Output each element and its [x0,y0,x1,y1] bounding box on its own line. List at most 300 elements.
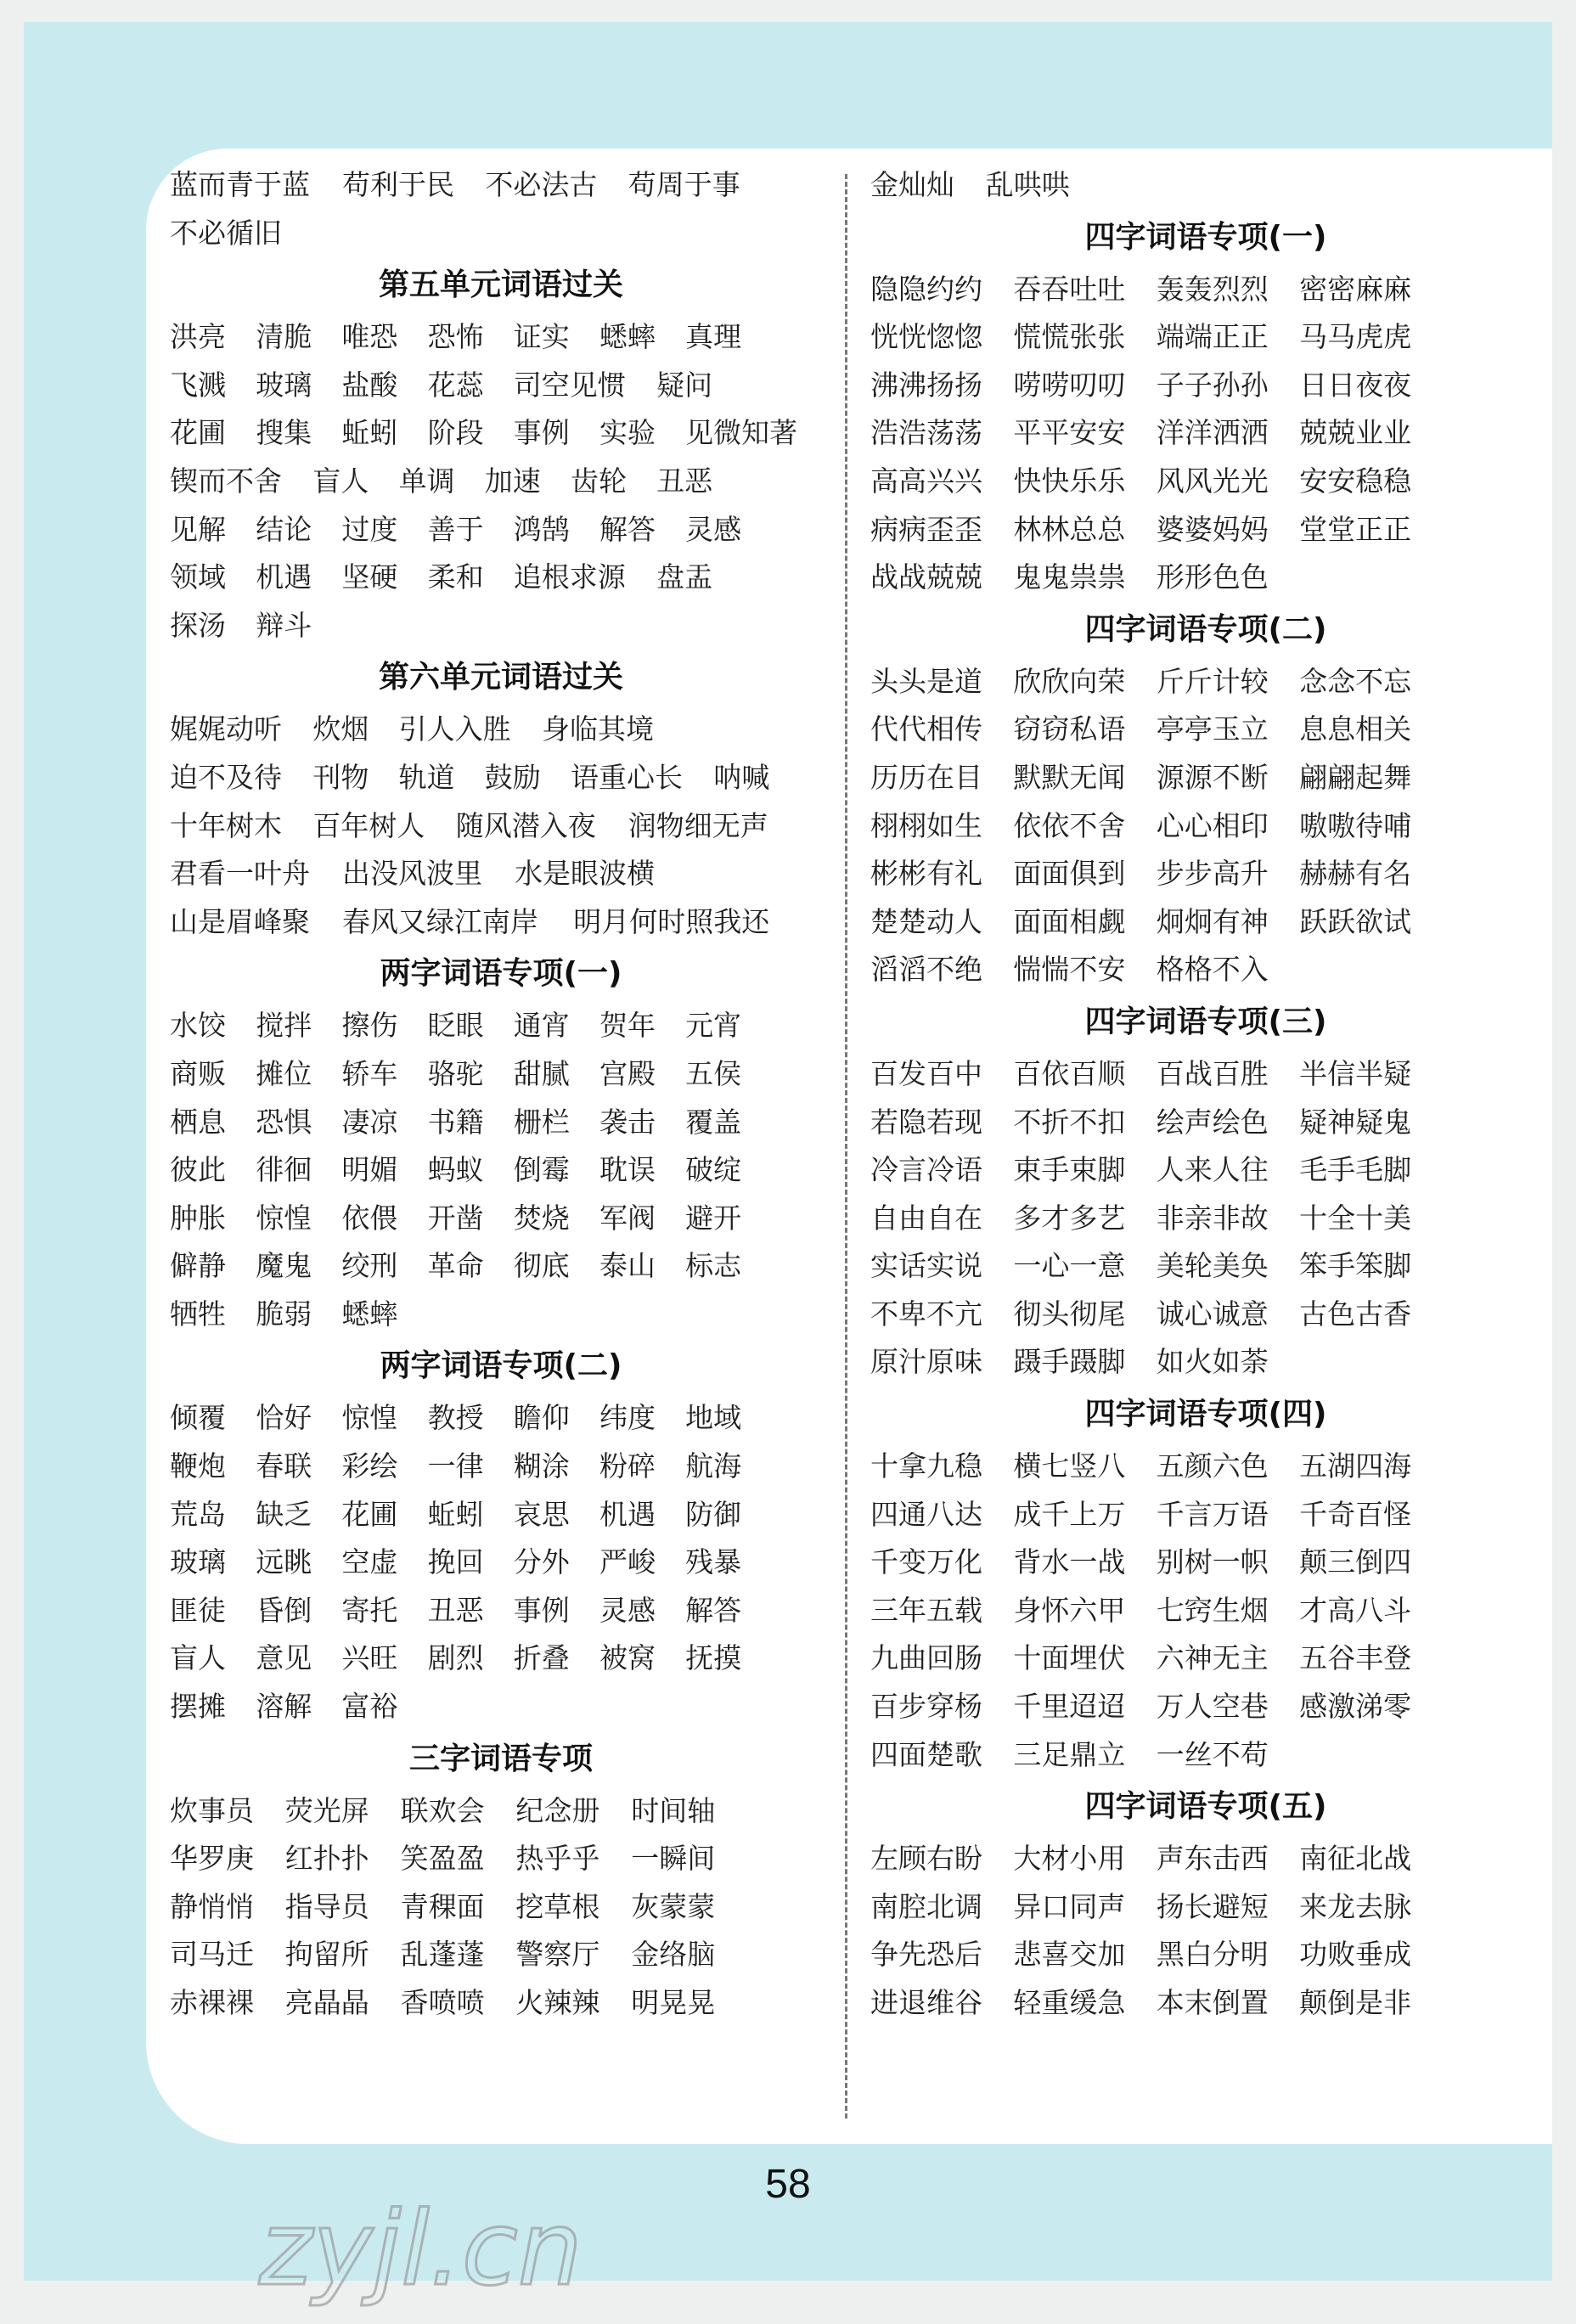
vocabulary-word: 才高八斗 [1299,1593,1412,1627]
word-row [170,362,832,410]
word-row [870,1491,1541,1539]
left-column [170,161,832,2028]
vocabulary-word: 娓娓动听 [170,712,282,746]
word-row [170,1050,832,1099]
vocabulary-word: 炯炯有神 [1156,904,1269,938]
vocabulary-word: 鸿鹄 [513,512,570,546]
word-row [870,161,1541,210]
vocabulary-word: 如火如荼 [1156,1345,1269,1379]
vocabulary-word: 马马虎虎 [1299,320,1412,354]
word-row [870,1443,1541,1491]
vocabulary-word: 焚烧 [513,1201,570,1235]
vocabulary-word: 防御 [685,1497,742,1531]
section-heading: 四字词语专项(五) [1084,1789,1327,1825]
vocabulary-word: 苟利于民 [342,168,454,201]
vocabulary-word: 声东击西 [1156,1842,1269,1876]
vocabulary-word: 玻璃 [256,368,312,402]
vocabulary-word: 形形色色 [1156,560,1269,594]
vocabulary-word: 鞭炮 [170,1449,226,1483]
vocabulary-word: 彻底 [513,1249,570,1283]
vocabulary-word: 挽回 [427,1545,484,1579]
vocabulary-word: 红扑扑 [284,1842,369,1876]
vocabulary-word: 来龙去脉 [1299,1889,1412,1923]
vocabulary-word: 五侯 [685,1056,742,1090]
vocabulary-word: 糊涂 [513,1449,570,1483]
vocabulary-word: 平平安安 [1013,416,1126,450]
vocabulary-word: 非亲非故 [1156,1201,1269,1235]
vocabulary-word: 不必循旧 [170,216,282,250]
svg-text:zyjl.cn: zyjl.cn [259,2191,583,2309]
vocabulary-word: 别树一帜 [1156,1545,1269,1579]
section-heading: 三字词语专项 [408,1741,593,1776]
vocabulary-word: 迫不及待 [170,760,282,794]
word-row [870,1338,1541,1387]
vocabulary-word: 赫赫有名 [1299,857,1412,891]
vocabulary-word: 静悄悄 [170,1889,254,1923]
vocabulary-word: 书籍 [427,1105,484,1139]
vocabulary-word: 牺牲 [170,1297,226,1331]
vocabulary-word: 水是眼波横 [515,857,655,891]
vocabulary-word: 润物细无声 [628,808,768,842]
vocabulary-word: 缺乏 [256,1497,312,1531]
vocabulary-word: 金络脑 [631,1938,716,1972]
vocabulary-word: 密密麻麻 [1299,272,1412,306]
vocabulary-word: 亭亭玉立 [1156,712,1269,746]
vocabulary-word: 多才多艺 [1013,1201,1126,1235]
vocabulary-word: 安安稳稳 [1299,464,1412,498]
vocabulary-word: 明晃晃 [631,1986,716,2019]
vocabulary-word: 锲而不舍 [170,464,282,498]
vocabulary-word: 事例 [513,1593,570,1627]
vocabulary-word: 追根求源 [513,560,626,594]
vocabulary-word: 束手束脚 [1013,1153,1126,1187]
vocabulary-word: 风风光光 [1156,464,1269,498]
vocabulary-word: 倒霉 [513,1153,570,1187]
vocabulary-word: 刊物 [312,760,369,794]
vocabulary-word: 恐怖 [427,320,484,354]
vocabulary-word: 标志 [685,1249,742,1283]
vocabulary-word: 轻重缓急 [1013,1986,1126,2019]
vocabulary-word: 花圃 [341,1497,398,1531]
vocabulary-word: 单调 [398,464,455,498]
vocabulary-word: 颠三倒四 [1299,1545,1412,1579]
word-row [870,266,1541,314]
vocabulary-word: 横七竖八 [1013,1449,1126,1483]
vocabulary-word: 惊惶 [256,1201,312,1235]
vocabulary-word: 楚楚动人 [870,904,982,938]
vocabulary-word: 地域 [685,1401,742,1435]
vocabulary-word: 袭击 [599,1105,656,1139]
vocabulary-word: 慌慌张张 [1013,320,1126,354]
word-row [170,1099,832,1147]
vocabulary-word: 警察厅 [515,1938,600,1972]
vocabulary-word: 进退维谷 [870,1986,982,2019]
word-row [170,1443,832,1491]
vocabulary-word: 清脆 [256,320,312,354]
word-row [170,1242,832,1291]
vocabulary-word: 炊烟 [312,712,369,746]
vocabulary-word: 搜集 [256,416,312,450]
word-row [870,946,1541,994]
word-row [870,1587,1541,1635]
vocabulary-word: 冷言冷语 [870,1153,982,1187]
section-heading: 第五单元词语过关 [378,267,623,303]
vocabulary-word: 蟋蟀 [599,320,656,354]
vocabulary-word: 唯恐 [341,320,398,354]
vocabulary-word: 证实 [513,320,570,354]
vocabulary-word: 十年树木 [170,808,282,842]
word-row [170,1195,832,1243]
vocabulary-word: 日日夜夜 [1299,368,1412,402]
vocabulary-word: 盲人 [170,1641,226,1675]
vocabulary-word: 翩翩起舞 [1299,760,1412,794]
vocabulary-word: 实验 [599,416,656,450]
vocabulary-word: 半信半疑 [1299,1056,1412,1090]
vocabulary-word: 亮晶晶 [284,1986,369,2019]
vocabulary-word: 百年树人 [312,808,425,842]
word-row [870,1683,1541,1731]
vocabulary-word: 十全十美 [1299,1201,1412,1235]
vocabulary-word: 面面相觑 [1013,904,1126,938]
vocabulary-word: 元宵 [685,1009,742,1043]
vocabulary-word: 炊事员 [170,1793,254,1827]
vocabulary-word: 丑恶 [656,464,713,498]
vocabulary-word: 九曲回肠 [870,1641,982,1675]
word-row [170,754,832,802]
vocabulary-word: 人来人往 [1156,1153,1269,1187]
vocabulary-word: 心心相印 [1156,808,1269,842]
vocabulary-word: 语重心长 [570,760,683,794]
vocabulary-word: 乱哄哄 [985,168,1070,201]
vocabulary-word: 笨手笨脚 [1299,1249,1412,1283]
vocabulary-word: 出没风波里 [342,857,482,891]
vocabulary-word: 魔鬼 [256,1249,312,1283]
vocabulary-word: 粉碎 [599,1449,656,1483]
vocabulary-word: 堂堂正正 [1299,512,1412,546]
vocabulary-word: 轿车 [341,1056,398,1090]
vocabulary-word: 一心一意 [1013,1249,1126,1283]
vocabulary-word: 异口同声 [1013,1889,1126,1923]
vocabulary-word: 古色古香 [1299,1297,1412,1331]
word-row [870,802,1541,851]
vocabulary-word: 嗷嗷待哺 [1299,808,1412,842]
vocabulary-word: 颠倒是非 [1299,1986,1412,2019]
vocabulary-word: 阶段 [427,416,484,450]
vocabulary-word: 司空见惯 [513,368,626,402]
word-row [870,754,1541,802]
vocabulary-word: 溶解 [256,1690,312,1724]
vocabulary-word: 耽误 [599,1153,656,1187]
vocabulary-word: 荧光屏 [284,1793,369,1827]
vocabulary-word: 万人空巷 [1156,1690,1269,1724]
vocabulary-word: 彼此 [170,1153,226,1187]
vocabulary-word: 丑恶 [427,1593,484,1627]
vocabulary-word: 春风又绿江南岸 [342,904,538,938]
section-heading: 四字词语专项(四) [1084,1397,1327,1432]
word-row [170,1491,832,1539]
section-heading: 第六单元词语过关 [378,660,623,695]
vocabulary-word: 意见 [256,1641,312,1675]
vocabulary-word: 擦伤 [341,1009,398,1043]
vocabulary-word: 疑神疑鬼 [1299,1105,1412,1139]
vocabulary-word: 功败垂成 [1299,1938,1412,1972]
vocabulary-word: 热乎乎 [515,1842,600,1876]
vocabulary-word: 昏倒 [256,1593,312,1627]
vocabulary-word: 本末倒置 [1156,1986,1269,2019]
vocabulary-word: 美轮美奂 [1156,1249,1269,1283]
vocabulary-word: 吞吞吐吐 [1013,272,1126,306]
vocabulary-word: 蟋蟀 [341,1297,398,1331]
vocabulary-word: 不卑不亢 [870,1297,982,1331]
vocabulary-word: 源源不断 [1156,760,1269,794]
vocabulary-word: 息息相关 [1299,712,1412,746]
vocabulary-word: 格格不入 [1156,953,1269,987]
word-row [170,458,832,506]
vocabulary-word: 六神无主 [1156,1641,1269,1675]
vocabulary-word: 灰蒙蒙 [631,1889,716,1923]
vocabulary-word: 鼓励 [484,760,541,794]
word-row [170,1635,832,1683]
vocabulary-word: 南腔北调 [870,1889,982,1923]
word-row [170,1683,832,1731]
vocabulary-word: 默默无闻 [1013,760,1126,794]
vocabulary-word: 破绽 [685,1153,742,1187]
vocabulary-word: 依依不舍 [1013,808,1126,842]
vocabulary-word: 鬼鬼祟祟 [1013,560,1126,594]
vocabulary-word: 毛手毛脚 [1299,1153,1412,1187]
vocabulary-word: 千言万语 [1156,1497,1269,1531]
vocabulary-word: 善于 [427,512,484,546]
vocabulary-word: 剧烈 [427,1641,484,1675]
vocabulary-word: 灵感 [599,1593,656,1627]
vocabulary-word: 林林总总 [1013,512,1126,546]
vocabulary-word: 甜腻 [513,1056,570,1090]
vocabulary-word: 齿轮 [570,464,627,498]
word-row [170,313,832,362]
vocabulary-word: 见解 [170,512,226,546]
vocabulary-word: 百步穿杨 [870,1690,982,1724]
vocabulary-word: 不折不扣 [1013,1105,1126,1139]
vocabulary-word: 解答 [685,1593,742,1627]
word-row [170,506,832,554]
vocabulary-word: 栖息 [170,1105,226,1139]
vocabulary-word: 凄凉 [341,1105,398,1139]
vocabulary-word: 身临其境 [541,712,654,746]
vocabulary-word: 感激涕零 [1299,1690,1412,1724]
vocabulary-word: 头头是道 [870,664,982,698]
vocabulary-word: 扬长避短 [1156,1889,1269,1923]
vocabulary-word: 革命 [427,1249,484,1283]
vocabulary-word: 远眺 [256,1545,312,1579]
vocabulary-word: 蚯蚓 [427,1497,484,1531]
vocabulary-word: 轰轰烈烈 [1156,272,1269,306]
vocabulary-word: 宫殿 [599,1056,656,1090]
vocabulary-word: 千里迢迢 [1013,1690,1126,1724]
vocabulary-word: 百发百中 [870,1056,982,1090]
vocabulary-word: 见微知著 [685,416,798,450]
vocabulary-word: 盐酸 [341,368,398,402]
vocabulary-word: 蚯蚓 [341,416,398,450]
vocabulary-word: 窃窃私语 [1013,712,1126,746]
vocabulary-word: 纬度 [599,1401,656,1435]
word-row [170,554,832,602]
vocabulary-word: 五颜六色 [1156,1449,1269,1483]
vocabulary-word: 彻头彻尾 [1013,1297,1126,1331]
vocabulary-word: 解答 [599,512,656,546]
vocabulary-word: 严峻 [599,1545,656,1579]
vocabulary-word: 时间轴 [631,1793,716,1827]
vocabulary-word: 若隐若现 [870,1105,982,1139]
vocabulary-word: 四通八达 [870,1497,982,1531]
vocabulary-word: 联欢会 [400,1793,485,1827]
word-row [170,1883,832,1932]
vocabulary-word: 避开 [685,1201,742,1235]
vocabulary-word: 机遇 [256,560,312,594]
vocabulary-word: 蓝而青于蓝 [170,168,310,201]
word-row [870,1931,1541,1979]
word-row [170,602,832,650]
vocabulary-word: 覆盖 [685,1105,742,1139]
word-row [870,313,1541,362]
vocabulary-word: 病病歪歪 [870,512,982,546]
word-row [870,554,1541,602]
vocabulary-word: 争先恐后 [870,1938,982,1972]
section-heading: 两字词语专项(一) [380,956,622,992]
watermark-logo [250,2186,641,2314]
vocabulary-word: 结论 [256,512,312,546]
word-row [870,898,1541,947]
vocabulary-word: 挖草根 [515,1889,600,1923]
vocabulary-word: 兴旺 [341,1641,398,1675]
vocabulary-word: 花蕊 [427,368,484,402]
vocabulary-word: 花圃 [170,416,226,450]
vocabulary-word: 端端正正 [1156,320,1269,354]
word-row [870,1635,1541,1683]
word-row [870,850,1541,898]
vocabulary-word: 军阀 [599,1201,656,1235]
vocabulary-word: 洋洋洒洒 [1156,416,1269,450]
right-column [870,161,1541,2028]
word-row [870,1050,1541,1099]
vocabulary-word: 抚摸 [685,1641,742,1675]
vocabulary-word: 寄托 [341,1593,398,1627]
vocabulary-word: 拘留所 [284,1938,369,1972]
word-row [870,1099,1541,1147]
vocabulary-word: 贺年 [599,1009,656,1043]
vocabulary-word: 步步高升 [1156,857,1269,891]
vocabulary-word: 依偎 [341,1201,398,1235]
vocabulary-word: 呐喊 [713,760,770,794]
vocabulary-word: 洪亮 [170,320,226,354]
vocabulary-word: 栩栩如生 [870,808,982,842]
vocabulary-word: 快快乐乐 [1013,464,1126,498]
word-row [170,1835,832,1883]
vocabulary-word: 三年五载 [870,1593,982,1627]
vocabulary-word: 泰山 [599,1249,656,1283]
vocabulary-word: 婆婆妈妈 [1156,512,1269,546]
vocabulary-word: 五谷丰登 [1299,1641,1412,1675]
word-row [870,1539,1541,1587]
vocabulary-word: 十面埋伏 [1013,1641,1126,1675]
vocabulary-word: 探汤 [170,608,226,642]
vocabulary-word: 唠唠叨叨 [1013,368,1126,402]
word-row [870,362,1541,410]
word-row [170,210,832,258]
vocabulary-word: 苟周于事 [628,168,740,201]
vocabulary-word: 空虚 [341,1545,398,1579]
page-number: 58 [765,2162,811,2207]
word-row [170,1291,832,1339]
vocabulary-word: 四面楚歌 [870,1737,982,1771]
word-row [870,458,1541,506]
vocabulary-word: 纪念册 [515,1793,600,1827]
word-row [170,161,832,210]
vocabulary-word: 匪徒 [170,1593,226,1627]
vocabulary-word: 航海 [685,1449,742,1483]
vocabulary-word: 黑白分明 [1156,1938,1269,1972]
vocabulary-word: 哀思 [513,1497,570,1531]
vocabulary-word: 背水一战 [1013,1545,1126,1579]
vocabulary-word: 蹑手蹑脚 [1013,1345,1126,1379]
word-row [170,850,832,898]
word-row [870,706,1541,754]
section-heading: 四字词语专项(二) [1084,611,1327,647]
word-row [870,506,1541,554]
word-row [870,1883,1541,1932]
vocabulary-word: 事例 [513,416,570,450]
section-heading: 四字词语专项(一) [1084,219,1327,255]
vocabulary-word: 盘盂 [656,560,713,594]
vocabulary-word: 高高兴兴 [870,464,982,498]
vocabulary-word: 七窍生烟 [1156,1593,1269,1627]
vocabulary-word: 惴惴不安 [1013,953,1126,987]
vocabulary-word: 兢兢业业 [1299,416,1412,450]
vocabulary-word: 原汁原味 [870,1345,982,1379]
vocabulary-word: 浩浩荡荡 [870,416,982,450]
vocabulary-word: 跃跃欲试 [1299,904,1412,938]
vocabulary-word: 摆摊 [170,1690,226,1724]
vocabulary-word: 明月何时照我还 [573,904,770,938]
vocabulary-word: 面面俱到 [1013,857,1126,891]
vocabulary-word: 十拿九稳 [870,1449,982,1483]
vocabulary-word: 斤斤计较 [1156,664,1269,698]
vocabulary-word: 香喷喷 [400,1986,485,2019]
vocabulary-word: 绘声绘色 [1156,1105,1269,1139]
vocabulary-word: 残暴 [685,1545,742,1579]
vocabulary-word: 骆驼 [427,1056,484,1090]
vocabulary-word: 商贩 [170,1056,226,1090]
column-divider [845,174,847,2119]
word-row [170,1394,832,1443]
vocabulary-word: 柔和 [427,560,484,594]
vocabulary-word: 代代相传 [870,712,982,746]
vocabulary-word: 悲喜交加 [1013,1938,1126,1972]
vocabulary-word: 被窝 [599,1641,656,1675]
vocabulary-word: 三足鼎立 [1013,1737,1126,1771]
vocabulary-word: 春联 [256,1449,312,1483]
vocabulary-word: 眨眼 [427,1009,484,1043]
vocabulary-word: 飞溅 [170,368,226,402]
vocabulary-word: 折叠 [513,1641,570,1675]
vocabulary-word: 摊位 [256,1056,312,1090]
vocabulary-word: 笑盈盈 [400,1842,485,1876]
word-row [170,1539,832,1587]
vocabulary-word: 沸沸扬扬 [870,368,982,402]
word-row [870,1835,1541,1883]
vocabulary-word: 金灿灿 [870,168,954,201]
vocabulary-word: 随风潜入夜 [455,808,596,842]
vocabulary-word: 恍恍惚惚 [870,320,982,354]
